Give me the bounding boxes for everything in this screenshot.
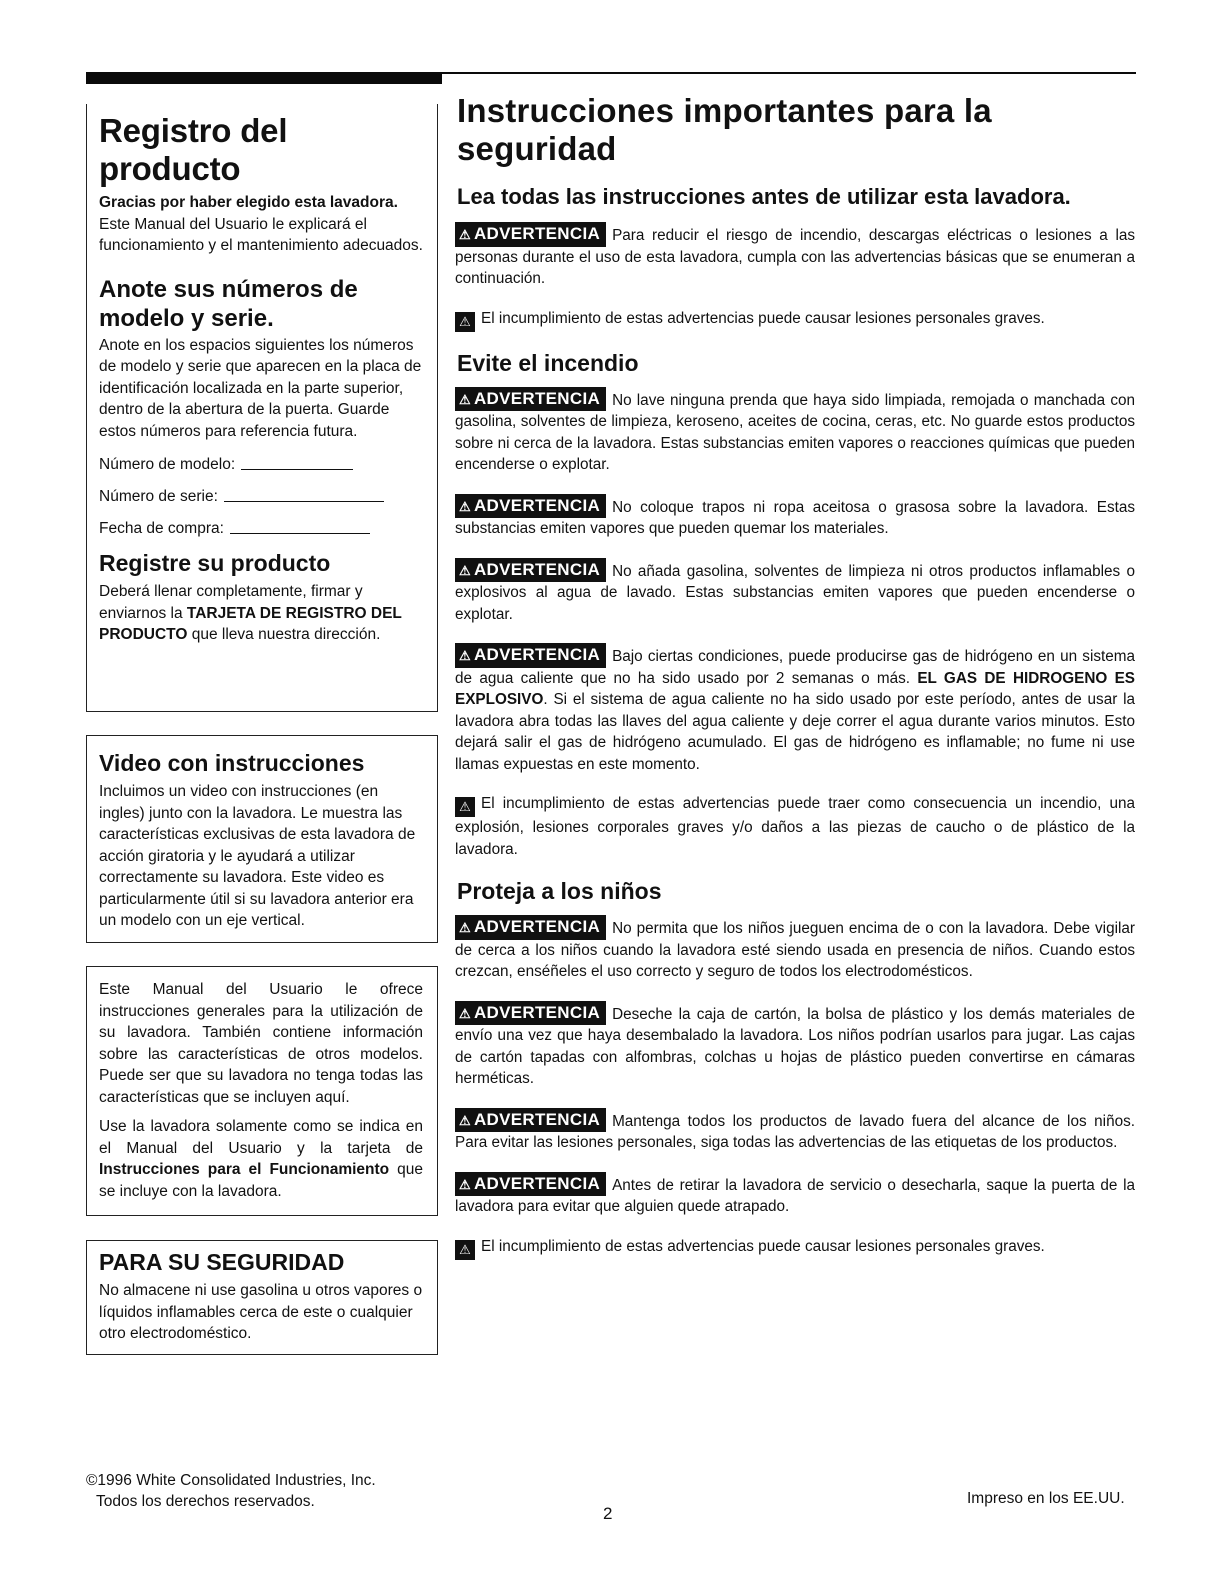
notice-0: ⚠ El incumplimiento de estas advertencias puede causar lesiones personales graves. [455,308,1135,332]
seguridad-text: No almacene ni use gasolina u otros vapores o líquidos inflamables cerca de este o cualquier otro electrodoméstico. [99,1282,423,1342]
warning-triangle-icon: ⚠ [459,1176,471,1192]
header-rule-thick [86,72,442,84]
fire-section-title: Evite el incendio [457,349,639,376]
warning-2: ⚠ ADVERTENCIA No coloque trapos ni ropa aceitosa o grasosa sobre la lavadora. Estas substancias emiten vapores que pueden quemar los materiales. [455,495,1135,537]
notice-2: ⚠ El incumplimiento de estas advertencias puede causar lesiones personales graves. [455,1236,1135,1260]
seguridad-box [86,1240,438,1355]
warning-triangle-icon: ⚠ [459,562,471,578]
manual-text-2: Use la lavadora solamente como se indica en el Manual del Usuario y la tarjeta de Instrucciones para el Funcionamiento que se incluye con la lavadora. [99,1118,423,1200]
warning-0: ⚠ ADVERTENCIA Para reducir el riesgo de incendio, descargas eléctricas o lesiones a las personas durante el uso de esta lavadora, cumpla con las advertencias básicas que se enumeran a continuación. [455,224,1135,287]
anote-title: Anote sus números de modelo y serie. [99,275,358,332]
warning-square-icon: ⚠ [455,1240,475,1260]
serial-number-field[interactable]: Número de serie: [99,488,423,506]
video-box [86,735,438,943]
main-subtitle: Lea todas las instrucciones antes de utilizar esta lavadora. [457,184,1071,209]
warning-8: ⚠ ADVERTENCIA Antes de retirar la lavadora de servicio o desecharla, saque la puerta de la lavadora para evitar que alguien quede atrapado. [455,1173,1135,1215]
footer-copyright-block [86,1470,376,1512]
page-number: 2 [603,1504,613,1523]
model-number-field[interactable]: Número de modelo: [99,456,423,474]
warning-square-icon: ⚠ [455,797,475,817]
main-column [455,92,1135,1278]
video-title: Video con instrucciones [99,750,365,776]
copyright-text: ©1996 White Consolidated Industries, Inc. [86,1472,376,1489]
purchase-date-field[interactable]: Fecha de compra: [99,520,423,538]
warning-badge: ⚠ ADVERTENCIA [455,1172,606,1197]
warning-badge: ⚠ ADVERTENCIA [455,494,606,519]
warning-4: ⚠ ADVERTENCIA Bajo ciertas condiciones, puede producirse gas de hidrógeno en un sistema de agua caliente que no ha sido usado por 2 semanas o más. EL GAS DE HIDROGENO ES EXPLOSIVO. Si el sistema de agua caliente no ha sido usado por este período, antes de usar la lavadora abra todas las llaves del agua caliente y deje correr el agua durante varios minutos. Esto dejará salir el gas de hidrógeno acumulado. El gas de hidrógeno es inflamable; no fume ni use llamas expuestas en este momento. [455,645,1135,773]
warning-6: ⚠ ADVERTENCIA Deseche la caja de cartón, la bolsa de plástico y los demás materiales de envío una vez que haya desembalado la lavadora. Los niños podrían usarlos para jugar. Las cajas de cartón tapadas con alfombras, colchas u hojas de plástico pueden convertirse en cámaras herméticas. [455,1002,1135,1087]
warning-1: ⚠ ADVERTENCIA No lave ninguna prenda que haya sido limpiada, remojada o manchada con gasolina, solventes de limpieza, keroseno, aceites de cocina, ceras, etc. No guarde estos productos sobre ni cerca de la lavadora. Estas substancias emiten vapores o reacciones químicas que pueden encenderse o explotar. [455,388,1135,473]
warning-triangle-icon: ⚠ [459,498,471,514]
manual-text-1: Este Manual del Usuario le ofrece instrucciones generales para la utilización de su lavadora. También contiene información sobre las características de otros modelos. Puede ser que su lavadora no tenga todas las características que se incluyen aquí. [99,981,423,1106]
rights-text: Todos los derechos reservados. [96,1493,315,1510]
printed-in-text: Impreso en los EE.UU. [967,1490,1125,1507]
kids-section-title: Proteja a los niños [457,878,662,904]
warning-5: ⚠ ADVERTENCIA No permita que los niños jueguen encima de o con la lavadora. Debe vigilar de cerca a los niños cuando la lavadora esté siendo usada en presencia de niños. Cuando estos crezcan, enséñeles el uso correcto y seguro de todos los electrodomésticos. [455,917,1135,980]
header-rule-thin [442,72,1136,74]
notice-1: ⚠ El incumplimiento de estas advertencias puede traer como consecuencia un incendio, una explosión, lesiones corporales graves y/o daños a las piezas de caucho o de plástico de la lavadora. [455,795,1135,858]
manual-box [86,966,438,1216]
anote-text: Anote en los espacios siguientes los números de modelo y serie que aparecen en la placa de identificación localizada en la parte superior, dentro de la abertura de la puerta. Guarde estos números para referencia futura. [99,336,422,440]
main-title: Instrucciones importantes para la seguridad [457,92,992,167]
registro-title: Registro del producto [99,112,288,187]
warning-triangle-icon: ⚠ [459,1005,471,1021]
registre-title: Registre su producto [99,550,331,576]
warning-badge: ⚠ ADVERTENCIA [455,643,606,668]
registro-intro: Gracias por haber elegido esta lavadora. Este Manual del Usuario le explicará el funcionamiento y el mantenimiento adecuados. [99,194,423,254]
warning-badge: ⚠ ADVERTENCIA [455,1108,606,1133]
registre-text: Deberá llenar completamente, firmar y enviarnos la TARJETA DE REGISTRO DEL PRODUCTO que lleva nuestra dirección. [99,583,402,643]
warning-triangle-icon: ⚠ [459,920,471,935]
warning-badge: ⚠ ADVERTENCIA [455,558,606,583]
warning-badge: ⚠ ADVERTENCIA [455,222,606,247]
warning-triangle-icon: ⚠ [459,227,471,242]
warning-badge: ⚠ ADVERTENCIA [455,1001,606,1026]
warning-triangle-icon: ⚠ [459,391,471,407]
warning-triangle-icon: ⚠ [459,648,471,663]
warning-square-icon: ⚠ [455,312,475,332]
warning-3: ⚠ ADVERTENCIA No añada gasolina, solventes de limpieza ni otros productos inflamables o explosivos al agua de lavado. Estas substancias emiten vapores que pueden encenderse o explotar. [455,559,1135,623]
warning-7: ⚠ ADVERTENCIA Mantenga todos los productos de lavado fuera del alcance de los niños. Para evitar las lesiones personales, siga todas las advertencias de las etiquetas de los productos. [455,1109,1135,1151]
registro-box [86,104,438,712]
video-text: Incluimos un video con instrucciones (en ingles) junto con la lavadora. Le muestra las características exclusivas de esta lavadora de acción giratoria y le ayudará a utilizar correctamente su lavadora. Este video es particularmente útil si su lavadora anterior era un modelo con un eje vertical. [99,783,416,929]
warning-triangle-icon: ⚠ [459,1112,471,1128]
warning-badge: ⚠ ADVERTENCIA [455,387,606,412]
seguridad-title: PARA SU SEGURIDAD [99,1249,345,1275]
warning-badge: ⚠ ADVERTENCIA [455,915,606,940]
